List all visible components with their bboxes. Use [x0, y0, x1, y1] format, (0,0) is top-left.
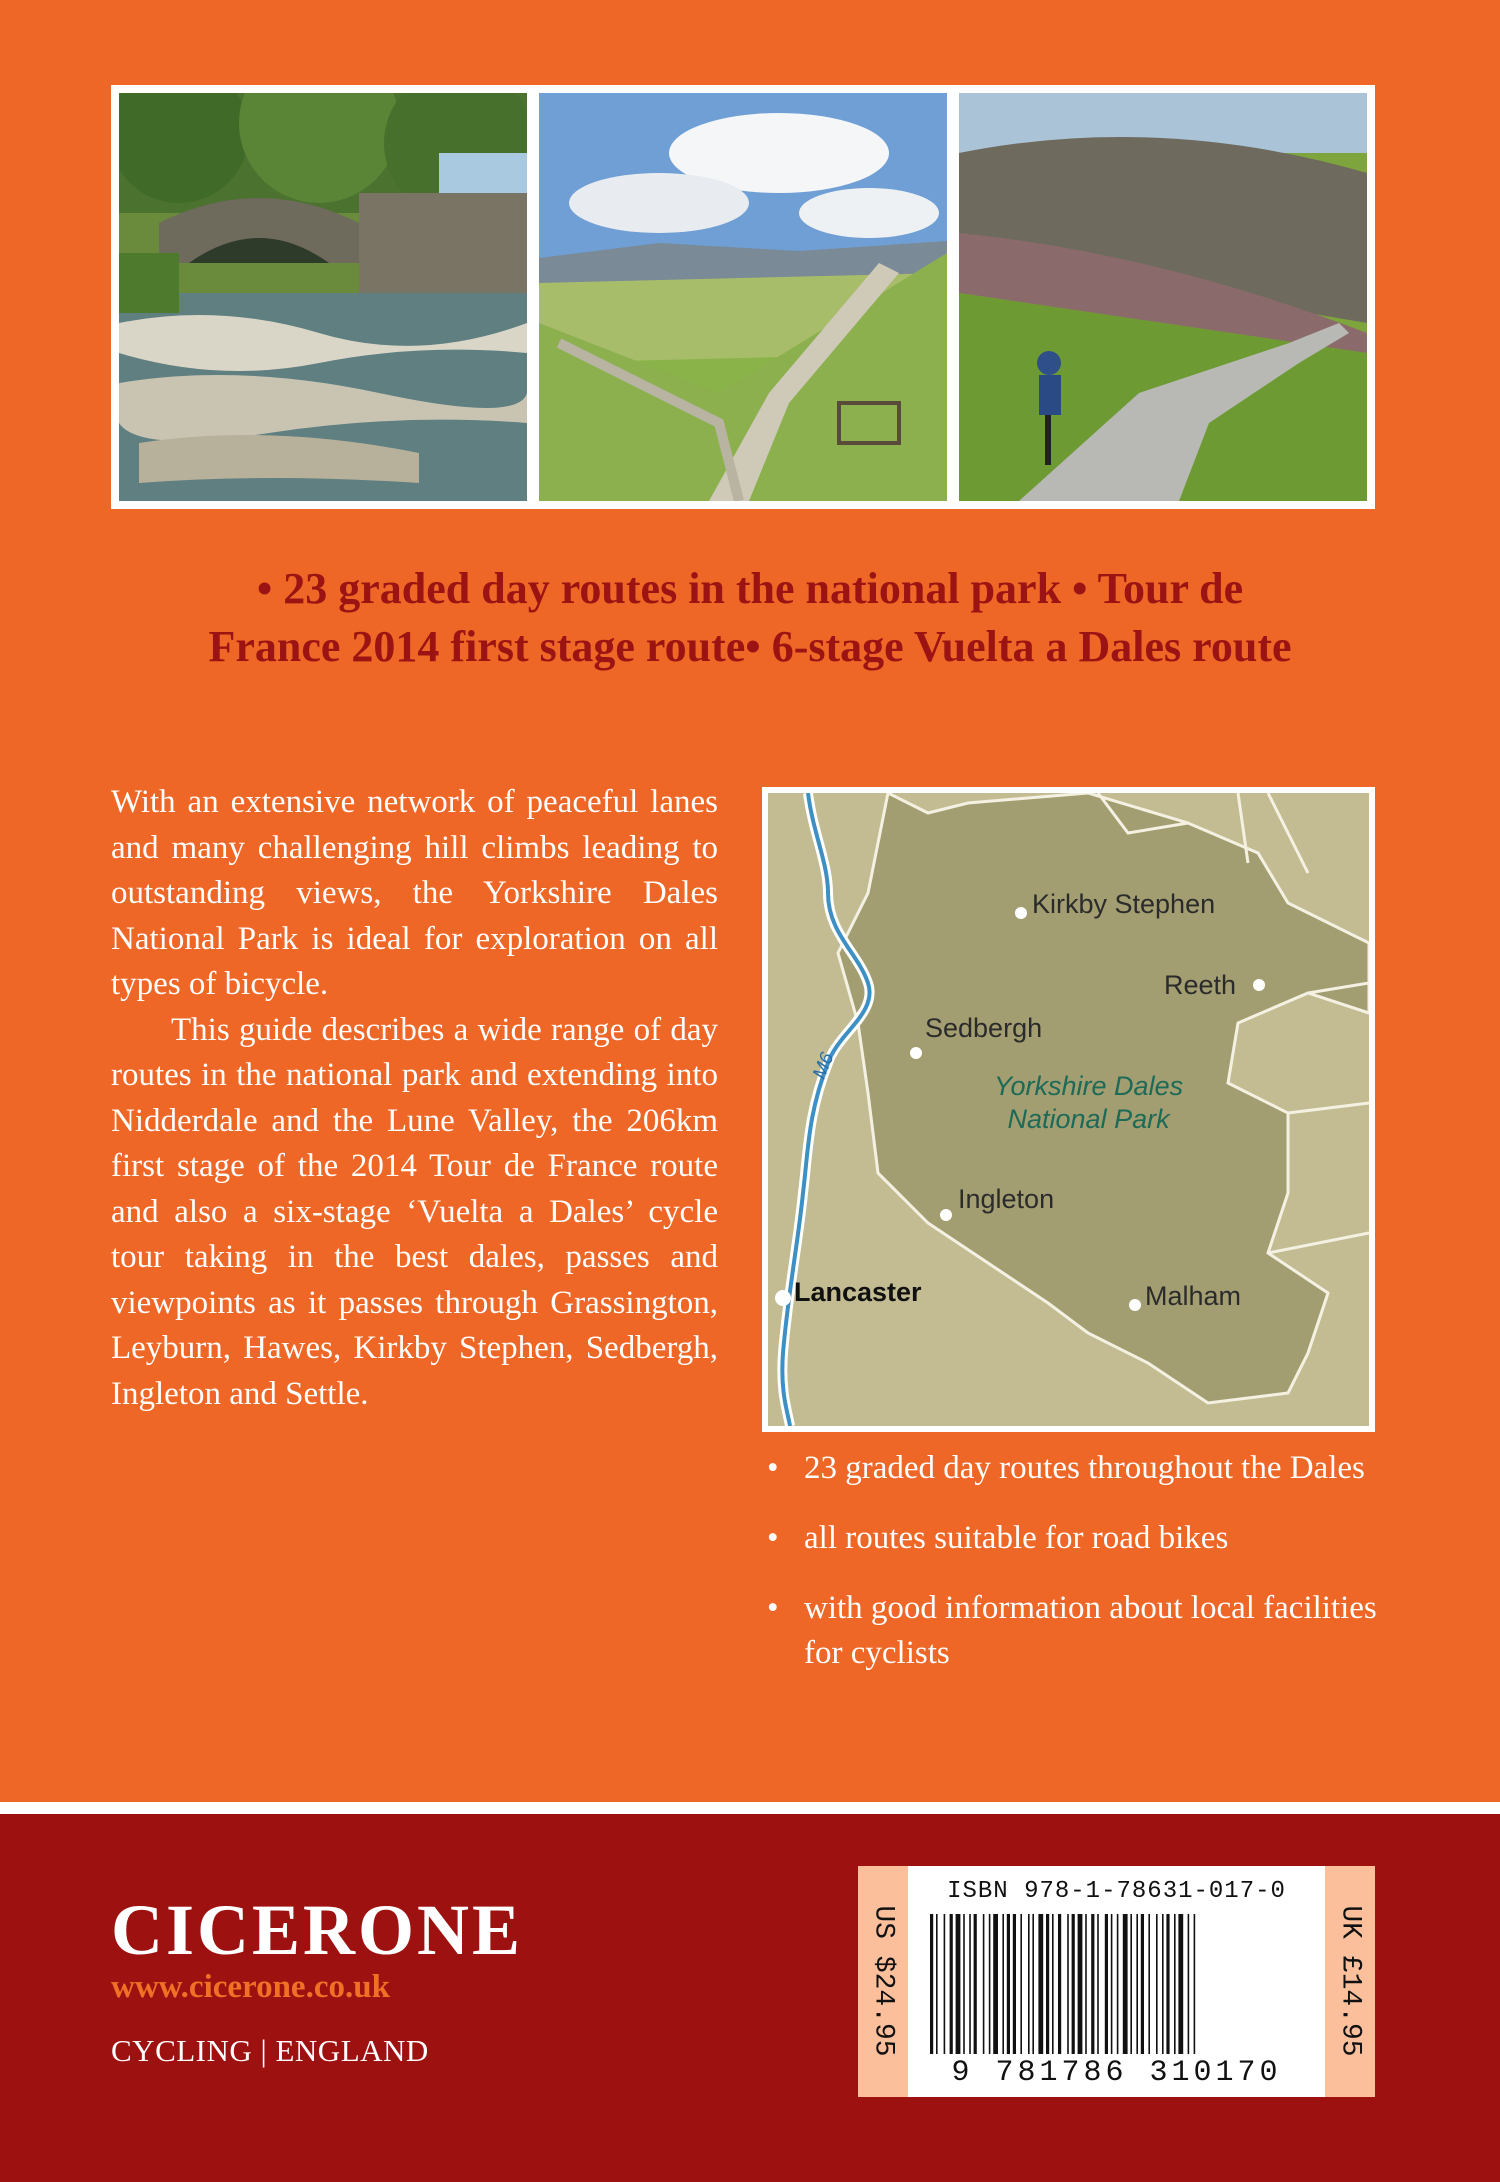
map-label-malham: Malham: [1145, 1281, 1242, 1311]
photo-strip: [111, 85, 1375, 509]
price-uk: [1325, 1866, 1375, 2097]
bridge-photo: [119, 93, 527, 501]
barcode-block: [858, 1866, 1375, 2097]
price-uk-text: UK £14.95: [1334, 1905, 1366, 2057]
feature-item: • all routes suitable for road bikes: [762, 1516, 1382, 1561]
valley-photo: [539, 93, 947, 501]
publisher-website: www.cicerone.co.uk: [111, 1969, 390, 2005]
map-label-sedbergh: Sedbergh: [925, 1013, 1043, 1043]
band-divider: [0, 1802, 1500, 1814]
map-label-kirkby-stephen: Kirkby Stephen: [1032, 889, 1216, 919]
map-road-label: M6: [809, 1049, 839, 1082]
map-park-label-line-2: National Park: [1007, 1104, 1170, 1134]
map-park-label: [994, 1070, 1183, 1136]
publisher-logo: CICERONE: [111, 1890, 524, 1970]
map-park-label-line-1: Yorkshire Dales: [994, 1071, 1184, 1101]
description: [111, 780, 718, 1417]
barcode-graphic: [928, 1914, 1305, 2054]
price-us: [858, 1866, 908, 2097]
isbn-number: ISBN 978-1-78631-017-0: [947, 1878, 1286, 1905]
ean-number: 9 781786 310170: [951, 2056, 1282, 2090]
tagline: [100, 560, 1400, 676]
map-label-ingleton: Ingleton: [958, 1184, 1055, 1214]
feature-item: • with good information about local facilities for cyclists: [762, 1586, 1382, 1676]
book-category: CYCLING | ENGLAND: [111, 2033, 429, 2068]
location-map: [762, 787, 1375, 1432]
feature-list: [762, 1446, 1382, 1701]
description-paragraph-2: This guide describes a wide range of day routes in the national park and extending into Nidderdale and the Lune Valley, the 206km first stage of the 2014 Tour de France route and also a six-stage ‘Vuelta a Dales’ cycle tour taking in the best dales, passes and viewpoints as it passes through Grassington, Leyburn, Hawes, Kirkby Stephen, Sedbergh, Ingleton and Settle.: [111, 1011, 718, 1412]
description-paragraph-1: With an extensive network of peaceful lanes and many challenging hill climbs leading to outstanding views, the Yorkshire Dales National Park is ideal for exploration on all types of bicycle.: [111, 784, 718, 1002]
cyclist-photo: [959, 93, 1367, 501]
map-label-lancaster: Lancaster: [794, 1277, 922, 1307]
tagline-line-2: France 2014 first stage route• 6-stage Vuelta a Dales route: [208, 622, 1292, 671]
feature-item: • 23 graded day routes throughout the Dales: [762, 1446, 1382, 1491]
map-label-reeth: Reeth: [1164, 970, 1237, 1000]
price-us-text: US $24.95: [867, 1905, 899, 2057]
barcode-panel: [908, 1866, 1325, 2097]
tagline-line-1: • 23 graded day routes in the national park • Tour de: [256, 564, 1244, 613]
